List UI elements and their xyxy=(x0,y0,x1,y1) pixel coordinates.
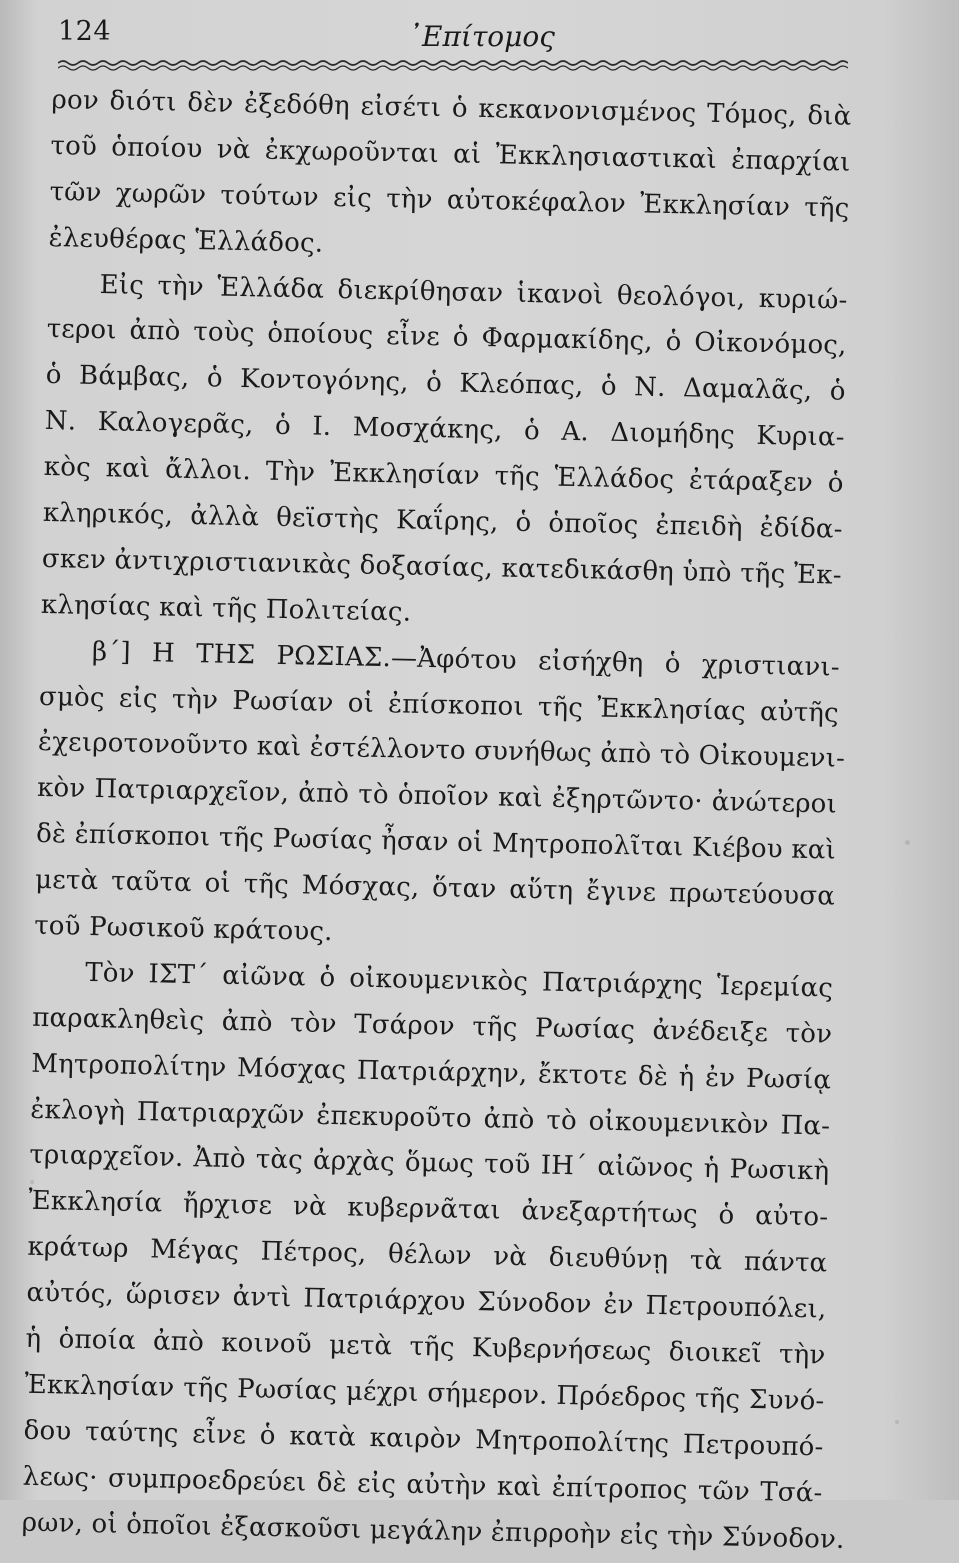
text-line: Ἐκκλησίαν τῆς Ρωσίας μέχρι σήμερον. Πρόεδρος τῆς Συνό- xyxy=(24,1369,825,1417)
text-line: ἐχειροτονοῦντο καὶ ἐστέλλοντο συνήθως ἀπὸ τὸ Οἰκουμενι- xyxy=(37,727,846,775)
text-line: ρων, οἱ ὁποῖοι ἐξασκοῦσι μεγάλην ἐπιρροὴν εἰς τὴν Σύνοδον. xyxy=(21,1507,845,1555)
running-title: ᾿Επίτομος xyxy=(408,20,555,53)
section-heading-line: β΄] Η ΤΗΣ ΡΩΣΙΑΣ.—Ἀφότου εἰσήχθη ὁ χριστιανι- xyxy=(91,636,841,683)
text-line: κὸς καὶ ἄλλοι. Τὴν Ἐκκλησίαν τῆς Ἑλλάδος ἐτάραξεν ὁ xyxy=(43,452,844,499)
text-line: κράτωρ Μέγας Πέτρος, θέλων νὰ διευθύνῃ τὰ πάντα xyxy=(27,1232,828,1279)
text-line: Μητροπολίτην Μόσχας Πατριάρχην, ἔκτοτε δὲ ἡ ἐν Ρωσίᾳ xyxy=(31,1048,832,1096)
text-line: Ν. Καλογερᾶς, ὁ Ι. Μοσχάκης, ὁ Α. Διομήδης Κυρια- xyxy=(44,406,845,453)
text-line: αὐτός, ὥρισεν ἀντὶ Πατριάρχου Σύνοδον ἐν Πετρουπόλει, xyxy=(26,1277,827,1325)
text-line: κὸν Πατριαρχεῖον, ἀπὸ τὸ ὁποῖον καὶ ἐξηρτῶντο· ἀνώτεροι xyxy=(36,773,838,820)
page-header xyxy=(58,14,848,54)
text-line: τοῦ ὁποίου νὰ ἐκχωροῦνται αἱ Ἐκκλησιαστικαὶ ἐπαρχίαι xyxy=(50,130,851,178)
text-line: δου ταύτης εἶνε ὁ κατὰ καιρὸν Μητροπολίτης Πετρουπό- xyxy=(23,1415,824,1463)
text-line: τριαρχεῖον. Ἀπὸ τὰς ἀρχὰς ὅμως τοῦ ΙΗ΄ αἰῶνος ἡ Ρωσικὴ xyxy=(29,1140,830,1187)
text-line: σκεν ἀντιχριστιανικὰς δοξασίας, κατεδικάσθη ὑπὸ τῆς Ἐκ- xyxy=(41,543,843,591)
text-line: τῶν χωρῶν τούτων εἰς τὴν αὐτοκέφαλον Ἐκκλησίαν τῆς xyxy=(49,176,850,224)
text-line: τεροι ἀπὸ τοὺς ὁποίους εἶνε ὁ Φαρμακίδης, ὁ Οἰκονόμος, xyxy=(46,314,847,362)
text-line: κληρικός, ἀλλὰ θεϊστὴς Καΐρης, ὁ ὁποῖος ἐπειδὴ ἐδίδα- xyxy=(42,497,844,545)
text-line: Ἐκκλησία ἤρχισε νὰ κυβερνᾶται ἀνεξαρτήτως ὁ αὐτο- xyxy=(28,1186,829,1233)
header-wavy-rule xyxy=(58,58,848,72)
text-line: σμὸς εἰς τὴν Ρωσίαν οἱ ἐπίσκοποι τῆς Ἐκκλησίας αὐτῆς xyxy=(38,681,840,729)
text-line: λεως· συμπροεδρεύει δὲ εἰς αὐτὴν καὶ ἐπίτροπος τῶν Τσά- xyxy=(22,1461,823,1509)
body-text xyxy=(21,78,852,1563)
text-line: τοῦ Ρωσικοῦ κράτους. xyxy=(33,910,333,948)
paper-speck xyxy=(905,840,910,845)
text-line: Τὸν ΙΣΤ΄ αἰῶνα ὁ οἰκουμενικὸς Πατριάρχης Ἱερεμίας xyxy=(84,957,834,1004)
text-line: ἐκλογὴ Πατριαρχῶν ἐπεκυροῦτο ἀπὸ τὸ οἰκουμενικὸν Πα- xyxy=(30,1094,831,1142)
text-line: μετὰ ταῦτα οἱ τῆς Μόσχας, ὅταν αὕτη ἔγινε πρωτεύουσα xyxy=(34,864,836,912)
text-line: παρακληθεὶς ἀπὸ τὸν Τσάρον τῆς Ρωσίας ἀνέδειξε τὸν xyxy=(32,1002,833,1050)
page-number: 124 xyxy=(58,16,112,47)
text-line: ρον διότι δὲν ἐξεδόθη εἰσέτι ὁ κεκανονισμένος Τόμος, διὰ xyxy=(51,84,852,132)
text-line: Εἰς τὴν Ἑλλάδα διεκρίθησαν ἱκανοὶ θεολόγοι, κυριώ- xyxy=(99,269,848,316)
text-line: ἐλευθέρας Ἑλλάδος. xyxy=(48,222,324,259)
paper-speck xyxy=(30,1180,34,1184)
text-line: ἡ ὁποία ἀπὸ κοινοῦ μετὰ τῆς Κυβερνήσεως διοικεῖ τὴν xyxy=(25,1323,826,1371)
text-line: δὲ ἐπίσκοποι τῆς Ρωσίας ἦσαν οἱ Μητροπολῖται Κιέβου καὶ xyxy=(35,819,837,866)
text-line: ὁ Βάμβας, ὁ Κοντογόνης, ὁ Κλεόπας, ὁ Ν. Δαμαλᾶς, ὁ xyxy=(45,360,846,408)
paper-speck xyxy=(895,1420,899,1424)
text-line: κλησίας καὶ τῆς Πολιτείας. xyxy=(40,589,412,628)
